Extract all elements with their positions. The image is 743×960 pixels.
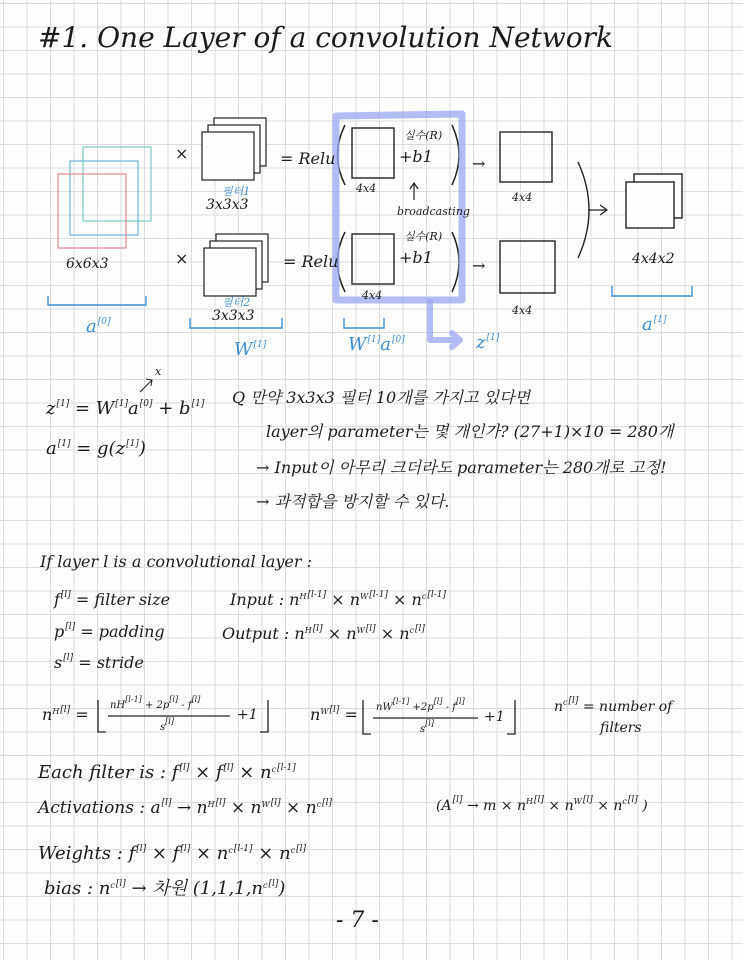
filter-size-def: f[l] = filter size <box>54 590 171 609</box>
nh-formula-lhs: $n^{H[l]}$ = <box>42 705 89 724</box>
each-filter-line: Each filter is : $f[l] \times f[l] \times n^{c[l-1]}$ <box>38 762 296 783</box>
nw-denominator: s[l] <box>420 719 434 735</box>
relu-out-shape-1: 4x4 <box>512 191 533 204</box>
nc-definition-2: filters <box>600 720 642 736</box>
nh-plus-one: +1 <box>237 707 258 723</box>
relu-label-2: = Relu <box>283 252 339 271</box>
input-shape-def: Input : $n^{H[l-1]} \times n^{W[l-1]} \times n^{c[l-1]}$ <box>230 590 446 609</box>
activations-batch-shape: ($A[l] \to m \times n^{H[l]} \times n^{W[l]} \times n^{c[l]}$ ) <box>436 795 648 814</box>
output-shape-def: Output : $n^{H[l]} \times n^{W[l]} \times n^{c[l]}$ <box>222 624 425 643</box>
arrow-right-2: → <box>472 256 486 275</box>
padding-def: p[l] = padding <box>54 622 165 641</box>
z-equation: z[1] = W[1]a[0] + b[1] <box>46 398 205 419</box>
relu-output1-square <box>500 132 552 182</box>
label-a0: a[0] <box>86 316 111 337</box>
bias-line: bias : $n^{c[l]}$ → 차원 $(1,1,1,n^{c[l]})$ <box>44 878 286 899</box>
bias-term-1: +b1 <box>399 147 433 166</box>
highlight-arrow <box>430 302 460 347</box>
conv-layer-heading: If layer l is a convolutional layer : <box>40 552 312 571</box>
relu-out-shape-2: 4x4 <box>512 304 533 317</box>
stacked-shape-label: 4x4x2 <box>632 251 675 267</box>
filter2-volume <box>204 234 268 296</box>
question-line-1: Q 만약 3x3x3 필터 10개를 가지고 있다면 <box>232 388 531 407</box>
relu2-close-paren <box>452 232 459 292</box>
filter1-volume <box>202 118 266 180</box>
nw-numerator: nW[l-1] +2p[l] - f[l] <box>376 697 465 713</box>
conv-output1-square <box>352 128 394 178</box>
x-pointer-arrow <box>140 379 152 392</box>
label-w1-a0: W[1]a[0] <box>348 334 405 355</box>
stacked-front-square <box>626 182 674 228</box>
relu1-close-paren <box>452 125 459 185</box>
activations-line: Activations : $a[l] \to n^{H[l]} \times n^{W[l]} \times n^{c[l]}$ <box>38 798 333 818</box>
weights-line: Weights : $f[l] \times f[l] \times n^{c[l-1]} \times n^{c[l]}$ <box>38 843 307 864</box>
nc-definition: $n^{c[l]}$ = number of <box>554 696 673 715</box>
real-label-1: 실수(R) <box>404 129 443 142</box>
page-number: - 7 - <box>336 908 379 933</box>
filter2-label: 필터2 <box>222 296 251 309</box>
page-title: #1. One Layer of a convolution Network <box>38 21 613 54</box>
conv-output2-square <box>352 234 394 284</box>
broadcasting-label: broadcasting <box>397 205 470 218</box>
input-volume <box>58 147 151 248</box>
real-label-2: 실수(R) <box>404 230 443 243</box>
arrow-right-1: → <box>472 154 486 173</box>
nh-numerator: nH[l-1] + 2p[l] - f[l] <box>110 695 201 711</box>
conv-out-shape-2: 4x4 <box>362 289 383 302</box>
filter2-shape: 3x3x3 <box>212 308 255 324</box>
filter1-label: 필터1 <box>222 185 251 198</box>
times-sign-1: × <box>175 144 189 163</box>
question-line-4: → 과적합을 방지할 수 있다. <box>256 492 450 511</box>
filter1-shape: 3x3x3 <box>206 197 249 213</box>
merge-bracket <box>578 162 589 258</box>
label-w1: W[1] <box>234 339 267 360</box>
question-line-2: layer의 parameter는 몇 개인가? (27+1)×10 = 280개 <box>266 422 674 441</box>
x-mark: x <box>155 365 162 378</box>
nh-denominator: s[l] <box>160 717 174 733</box>
nw-formula-lhs: $n^{W[l]}$ = <box>310 705 358 724</box>
bias-term-2: +b1 <box>399 248 433 267</box>
question-line-3: → Input이 아무리 크더라도 parameter는 280개로 고정! <box>256 458 667 477</box>
times-sign-2: × <box>175 249 189 268</box>
relu-label-1: = Relu <box>280 149 336 168</box>
input-shape-label: 6x6x3 <box>66 256 109 272</box>
nw-plus-one: +1 <box>484 709 505 725</box>
a-equation: a[1] = g(z[1]) <box>46 438 146 459</box>
broadcasting-arrow <box>410 183 418 200</box>
relu-output2-square <box>500 241 555 293</box>
label-z1: z[1] <box>476 332 500 353</box>
stride-def: s[l] = stride <box>54 653 144 672</box>
label-a1: a[1] <box>642 314 667 335</box>
conv-out-shape-1: 4x4 <box>356 182 377 195</box>
merge-arrow <box>588 205 607 215</box>
